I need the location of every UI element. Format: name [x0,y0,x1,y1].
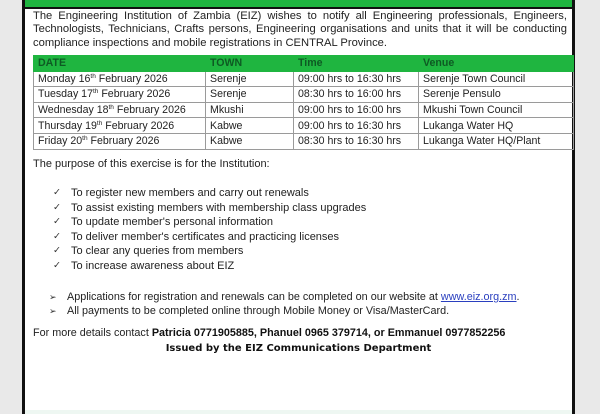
website-link[interactable]: www.eiz.org.zm [440,291,517,303]
table-header-row [34,56,574,72]
schedule-table [33,55,574,150]
cell-venue: Serenje Town Council [419,71,574,87]
cell-town: Kabwe [206,133,294,149]
list-item: ✓ To clear any queries from members [53,245,244,258]
cell-venue: Mkushi Town Council [419,102,574,118]
arrow-bullet-icon: ➢ [49,292,57,302]
checkmark-icon: ✓ [53,187,61,198]
cell-venue: Lukanga Water HQ [419,118,574,134]
list-item-payments: ➢ All payments to be completed online through Mobile Money or Visa/MasterCard. [45,304,520,318]
checkmark-icon: ✓ [53,201,61,213]
checkmark-icon: ✓ [53,216,61,228]
table-row [34,118,574,134]
cell-date: Monday 16th February 2026 [34,71,206,87]
cell-time: 09:00 hrs to 16:30 hrs [294,118,419,134]
checkmark-icon: ✓ [53,230,61,242]
contact-line: For more details contact Patricia 0771905885, Phanuel 0965 379714, or Emmanuel 0977852256 [33,327,506,339]
issued-by: Issued by the EIZ Communications Department [165,343,432,354]
header-time: Time [294,56,419,72]
list-item: ✓ To deliver member's certificates and practicing licenses [53,230,340,243]
header-town: TOWN [206,56,294,72]
cell-date: Thursday 19th February 2026 [34,118,206,134]
list-item: ✓ To assist existing members with membership class upgrades [53,201,367,214]
list-item-applications: ➢ Applications for registration and renewals can be completed on our website at www.eiz.org.zm. [45,290,520,304]
cell-town: Kabwe [206,118,294,134]
arrow-bullet-icon: ➢ [49,306,57,317]
cell-town: Serenje [206,71,294,87]
bottom-band [25,410,572,414]
cell-time: 08:30 hrs to 16:00 hrs [294,87,419,103]
header-venue: Venue [419,56,574,72]
list-item: ✓ To update member's personal information [53,216,274,229]
notice-document [22,0,575,414]
cell-town: Serenje [206,87,294,103]
cell-date: Friday 20th February 2026 [34,133,206,149]
notes-list [45,290,520,318]
list-item: ✓ To register new members and carry out renewals [53,187,309,199]
contact-people: Patricia 0771905885, Phanuel 0965 379714, or Emmanuel 0977852256 [151,327,506,339]
table-row [34,71,574,87]
cell-time: 08:30 hrs to 16:30 hrs [294,133,419,149]
top-green-banner [25,0,572,9]
table-row [34,87,574,103]
purpose-checklist [53,186,366,274]
cell-date: Wednesday 18th February 2026 [34,102,206,118]
table-row [34,133,574,149]
checkmark-icon: ✓ [53,245,61,257]
purpose-lead: The purpose of this exercise is for the Institution: [33,158,270,170]
cell-town: Mkushi [206,102,294,118]
cell-date: Tuesday 17th February 2026 [34,87,206,103]
checkmark-icon: ✓ [53,259,61,271]
intro-paragraph: The Engineering Institution of Zambia (EIZ) wishes to notify all Engineering professionals, Engineers, Technologists, Technicians, Crafts persons, Engineering organisations and units that it will be conducting compliance inspections and mobile registrations in CENTRAL Province. [33,10,567,49]
header-date: DATE [34,56,206,72]
cell-venue: Lukanga Water HQ/Plant [419,133,574,149]
cell-venue: Serenje Pensulo [419,87,574,103]
cell-time: 09:00 hrs to 16:00 hrs [294,102,419,118]
list-item: ✓ To increase awareness about EIZ [53,259,235,272]
cell-time: 09:00 hrs to 16:30 hrs [294,71,419,87]
table-row [34,102,574,118]
